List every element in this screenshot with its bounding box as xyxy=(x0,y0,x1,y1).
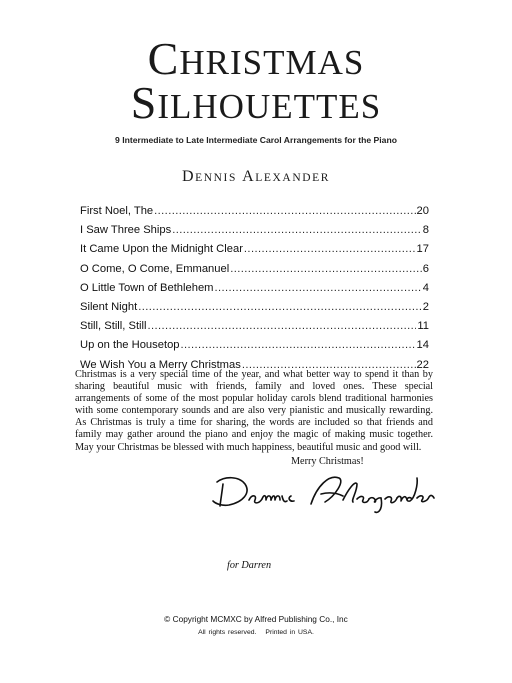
toc-entry-title: We Wish You a Merry Christmas xyxy=(80,358,241,371)
toc-dot-leader xyxy=(148,320,417,332)
composer-first-initial: D xyxy=(181,168,196,185)
toc-dot-leader xyxy=(215,282,422,294)
title-rest: ILHOUETTES xyxy=(157,87,382,126)
toc-entry-page: 20 xyxy=(416,205,429,217)
subtitle: 9 Intermediate to Late Intermediate Carol Arrangements for the Piano xyxy=(115,135,397,145)
table-of-contents xyxy=(80,205,429,378)
composer-name xyxy=(0,168,512,186)
signature-image xyxy=(205,468,435,516)
toc-entry xyxy=(80,224,429,243)
toc-entry-title: First Noel, The xyxy=(80,205,154,217)
composer-last-initial: A xyxy=(242,168,256,185)
toc-dot-leader xyxy=(138,301,422,313)
toc-entry xyxy=(80,243,429,262)
toc-entry-page: 14 xyxy=(416,339,429,352)
toc-dot-leader xyxy=(154,205,415,217)
toc-entry xyxy=(80,263,429,282)
printed-in: Printed in USA. xyxy=(265,629,314,636)
toc-entry xyxy=(80,320,429,339)
toc-entry-title: Still, Still, Still xyxy=(80,320,147,333)
toc-entry xyxy=(80,282,429,301)
toc-entry-page: 8 xyxy=(422,224,429,237)
toc-entry-title: O Little Town of Bethlehem xyxy=(80,281,214,294)
toc-dot-leader xyxy=(230,263,422,275)
closing-greeting: Merry Christmas! xyxy=(291,456,364,467)
toc-entry-page: 11 xyxy=(417,320,429,333)
toc-dot-leader xyxy=(181,339,416,351)
intro-paragraph: Christmas is a very special time of the year, and what better way to spend it than by sharing beautiful music with friends, family and loved ones. These special arrangements of some of the most popular holiday carols blend traditional harmonies with some contemporary sounds and are also very pianistic and musically rewarding. As Christmas is truly a time for sharing, the words are included so that friends and family may gather around the piano and enjoy the magic of making music together. May your Christmas be blessed with much happiness, beautiful music and good will. xyxy=(75,369,433,453)
toc-dot-leader xyxy=(172,224,422,236)
toc-entry-page: 6 xyxy=(422,262,429,275)
title-initial: C xyxy=(147,33,180,84)
toc-dot-leader xyxy=(244,243,416,255)
title-line-silhouettes xyxy=(0,77,512,128)
toc-entry-title: I Saw Three Ships xyxy=(80,224,172,237)
toc-entry-title: Up on the Housetop xyxy=(80,339,180,352)
title-rest: HRISTMAS xyxy=(179,43,365,82)
toc-entry xyxy=(80,205,429,224)
toc-entry xyxy=(80,301,429,320)
toc-entry-title: O Come, O Come, Emmanuel xyxy=(80,262,230,275)
composer-first-rest: ENNIS xyxy=(195,172,237,184)
title-line-christmas xyxy=(0,33,512,84)
rights-reserved: All rights reserved. xyxy=(198,629,257,636)
toc-entry-title: It Came Upon the Midnight Clear xyxy=(80,243,243,256)
toc-entry-page: 17 xyxy=(416,243,429,256)
composer-last-rest: LEXANDER xyxy=(255,172,331,184)
title-initial: S xyxy=(130,77,158,128)
dedication: for Darren xyxy=(227,560,272,571)
toc-entry-page: 2 xyxy=(422,300,429,313)
copyright-notice: © Copyright MCMXC by Alfred Publishing Co., Inc xyxy=(164,614,348,624)
rights-line xyxy=(0,629,512,636)
toc-entry-page: 4 xyxy=(422,281,429,294)
toc-entry-title: Silent Night xyxy=(80,300,138,313)
toc-entry-page: 22 xyxy=(416,358,429,371)
toc-entry xyxy=(80,339,429,358)
